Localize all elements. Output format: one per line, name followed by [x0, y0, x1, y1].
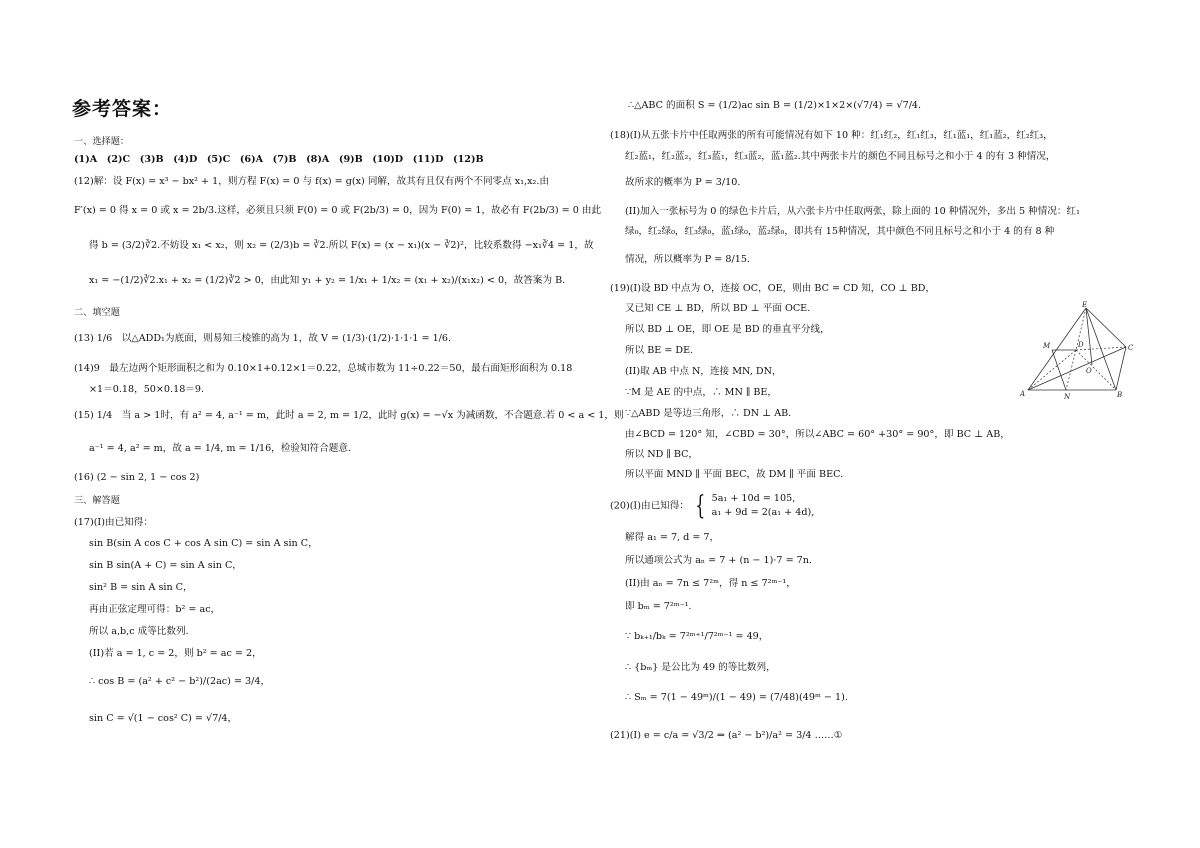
answer-line: 又已知 CE ⊥ BD，所以 BD ⊥ 平面 OCE.	[625, 303, 811, 314]
answer-line: ∴△ABC 的面积 S = (1/2)ac sin B = (1/2)×1×2×(√7/4) = √7/4.	[628, 100, 922, 111]
answer-line: 即 bₘ = 7²ᵐ⁻¹.	[625, 601, 692, 612]
answer-line: a⁻¹ = 4, a² = m，故 a = 1/4, m = 1/16，检验知符合题意.	[89, 443, 351, 454]
answer-line: x₁ = −(1/2)∛2.x₁ + x₂ = (1/2)∛2 > 0，由此知 y₁ + y₂ = 1/x₁ + 1/x₂ = (x₁ + x₂)/(x₁x₂) < 0，故答案为 B.	[89, 275, 566, 286]
answer-line: ∴ cos B = (a² + c² − b²)/(2ac) = 3/4，	[89, 676, 271, 687]
answer-line: 所以平面 MND ∥ 平面 BEC，故 DM ∥ 平面 BEC.	[625, 469, 844, 480]
answer-line: (II)取 AB 中点 N，连接 MN, DN，	[625, 366, 782, 377]
answer-line: 故所求的概率为 P = 3/10.	[625, 177, 741, 188]
section-heading-choice: 一、选择题：	[74, 136, 130, 147]
answer-line: sin² B = sin A sin C，	[89, 582, 193, 593]
answer-line: 情况，所以概率为 P = 8/15.	[625, 254, 750, 265]
answer-line: 得 b = (3/2)∛2.不妨设 x₁ < x₂，则 x₂ = (2/3)b = ∛2.所以 F(x) = (x − x₁)(x − ∛2)²，比较系数得 −x₁∛4 = 1，故	[89, 240, 594, 251]
answer-line: ×1＝0.18，50×0.18＝9.	[89, 384, 205, 395]
answer-line: sin B sin(A + C) = sin A sin C，	[89, 560, 242, 571]
section-heading-solution: 三、解答题	[74, 495, 120, 506]
answer-line: (15) 1/4 当 a > 1时，有 a² = 4, a⁻¹ = m，此时 a = 2, m = 1/2，此时 g(x) = −√x 为减函数，不合题意.若 0 < a < 1，则	[74, 410, 624, 421]
answer-line: (17)(I)由已知得：	[74, 517, 153, 528]
answer-line: 所以 BE = DE.	[625, 345, 694, 356]
edge-EC	[1086, 308, 1126, 347]
equation: a₁ + 9d = 2(a₁ + 4d),	[711, 507, 815, 518]
hidden-DB	[1076, 350, 1116, 390]
vertex-label-D: D	[1078, 341, 1084, 349]
answer-line: 由∠BCD = 120° 知，∠CBD = 30°，所以∠ABC = 60° +30° = 90°，即 BC ⊥ AB，	[625, 429, 1010, 440]
edge-AC	[1028, 347, 1126, 390]
answer-line: 红₂蓝₁，红₂蓝₂，红₃蓝₁，红₃蓝₂，蓝₁蓝₂.其中两张卡片的颜色不同且标号之和小于 4 的有 3 种情况，	[625, 151, 1056, 162]
answer-line: sin C = √(1 − cos² C) = √7/4，	[89, 713, 238, 724]
answer-line: sin B(sin A cos C + cos A sin C) = sin A sin C，	[89, 538, 318, 549]
equation-system	[610, 492, 814, 520]
answer-line: ∴ {bₘ} 是公比为 49 的等比数列，	[625, 662, 776, 673]
answer-line: (20)(I)由已知得：	[610, 500, 689, 512]
vertex-label-E: E	[1082, 301, 1088, 309]
answer-line: ∴ Sₘ = 7(1 − 49ᵐ)/(1 − 49) = (7/48)(49ᵐ − 1).	[625, 692, 848, 703]
answer-line: (1)A (2)C (3)B (4)D (5)C (6)A (7)B (8)A (9)B (10)D (11)D (12)B	[74, 154, 484, 165]
answer-line: (II)由 aₙ = 7n ≤ 7²ᵐ，得 n ≤ 7²ᵐ⁻¹，	[625, 578, 796, 589]
answer-line: (19)(I)设 BD 中点为 O，连接 OC，OE，则由 BC = CD 知，CO ⊥ BD，	[610, 283, 936, 294]
answer-line: (21)(I) e = c/a = √3/2 ⇒ (a² − b²)/a² = 3/4 ……①	[610, 730, 843, 741]
pyramid-figure	[1016, 300, 1138, 402]
answer-line: (12)解：设 F(x) = x³ − bx² + 1，则方程 F(x) = 0 与 f(x) = g(x) 同解，故其有且仅有两个不同零点 x₁,x₂.由	[74, 176, 549, 187]
vertex-label-A: A	[1020, 390, 1026, 398]
answer-line: ∵△ABD 是等边三角形，∴ DN ⊥ AB.	[625, 408, 792, 419]
answer-line: ∵M 是 AE 的中点，∴ MN ∥ BE，	[625, 387, 778, 398]
answer-line: (18)(I)从五张卡片中任取两张的所有可能情况有如下 10 种：红₁红₂，红₁红₃，红₁蓝₁，红₁蓝₂，红₂红₃，	[610, 130, 1053, 141]
answer-line: ∵ bₖ₊₁/bₖ = 7²ᵐ⁺¹/7²ᵐ⁻¹ = 49，	[625, 631, 769, 642]
segment-MN	[1052, 350, 1066, 390]
answer-line: 绿₀，红₂绿₀，红₃绿₀，蓝₁绿₀，蓝₂绿₀，即共有 15种情况，其中颜色不同且标号之和小于 4 的有 8 种	[625, 226, 1055, 237]
answer-line: (II)加入一张标号为 0 的绿色卡片后，从六张卡片中任取两张，除上面的 10 种情况外，多出 5 种情况：红₁	[625, 206, 1080, 217]
equation: 5a₁ + 10d = 105,	[711, 493, 796, 504]
answer-line: (13) 1/6 以△ADD₁为底面，则易知三棱锥的高为 1，故 V = (1/3)·(1/2)·1·1·1 = 1/6.	[74, 333, 452, 344]
answer-line: 再由正弦定理可得：b² = ac，	[89, 604, 221, 615]
answer-line: 所以 a,b,c 成等比数列.	[89, 626, 189, 637]
answer-line: 所以通项公式为 aₙ = 7 + (n − 1)·7 = 7n.	[625, 555, 812, 566]
answer-line: 所以 ND ∥ BC，	[625, 449, 699, 460]
brace-symbol: {	[695, 491, 706, 521]
vertex-label-B: B	[1117, 391, 1123, 399]
answer-line: (II)若 a = 1, c = 2，则 b² = ac = 2，	[89, 648, 262, 659]
vertex-label-M: M	[1043, 342, 1051, 350]
vertex-label-N: N	[1064, 393, 1071, 401]
vertex-label-O: O	[1086, 367, 1092, 375]
answer-line: (16) (2 − sin 2, 1 − cos 2)	[74, 472, 200, 483]
section-heading-fill: 二、填空题	[74, 307, 120, 318]
vertex-label-C: C	[1128, 344, 1134, 352]
answer-line: 解得 a₁ = 7, d = 7，	[625, 532, 720, 543]
edge-BC	[1116, 347, 1126, 390]
answer-line: (14)9 最左边两个矩形面积之和为 0.10×1+0.12×1＝0.22，总城市数为 11÷0.22＝50，最右面矩形面积为 0.18	[74, 363, 573, 374]
page-title: 参考答案：	[72, 98, 173, 120]
equation-pair	[712, 492, 815, 520]
answer-line: 所以 BD ⊥ OE，即 OE 是 BD 的垂直平分线，	[625, 324, 830, 335]
answer-line: F′(x) = 0 得 x = 0 或 x = 2b/3.这样，必须且只须 F(0) = 0 或 F(2b/3) = 0，因为 F(0) = 1，故必有 F(2b/3) = 0 由此	[74, 205, 602, 216]
